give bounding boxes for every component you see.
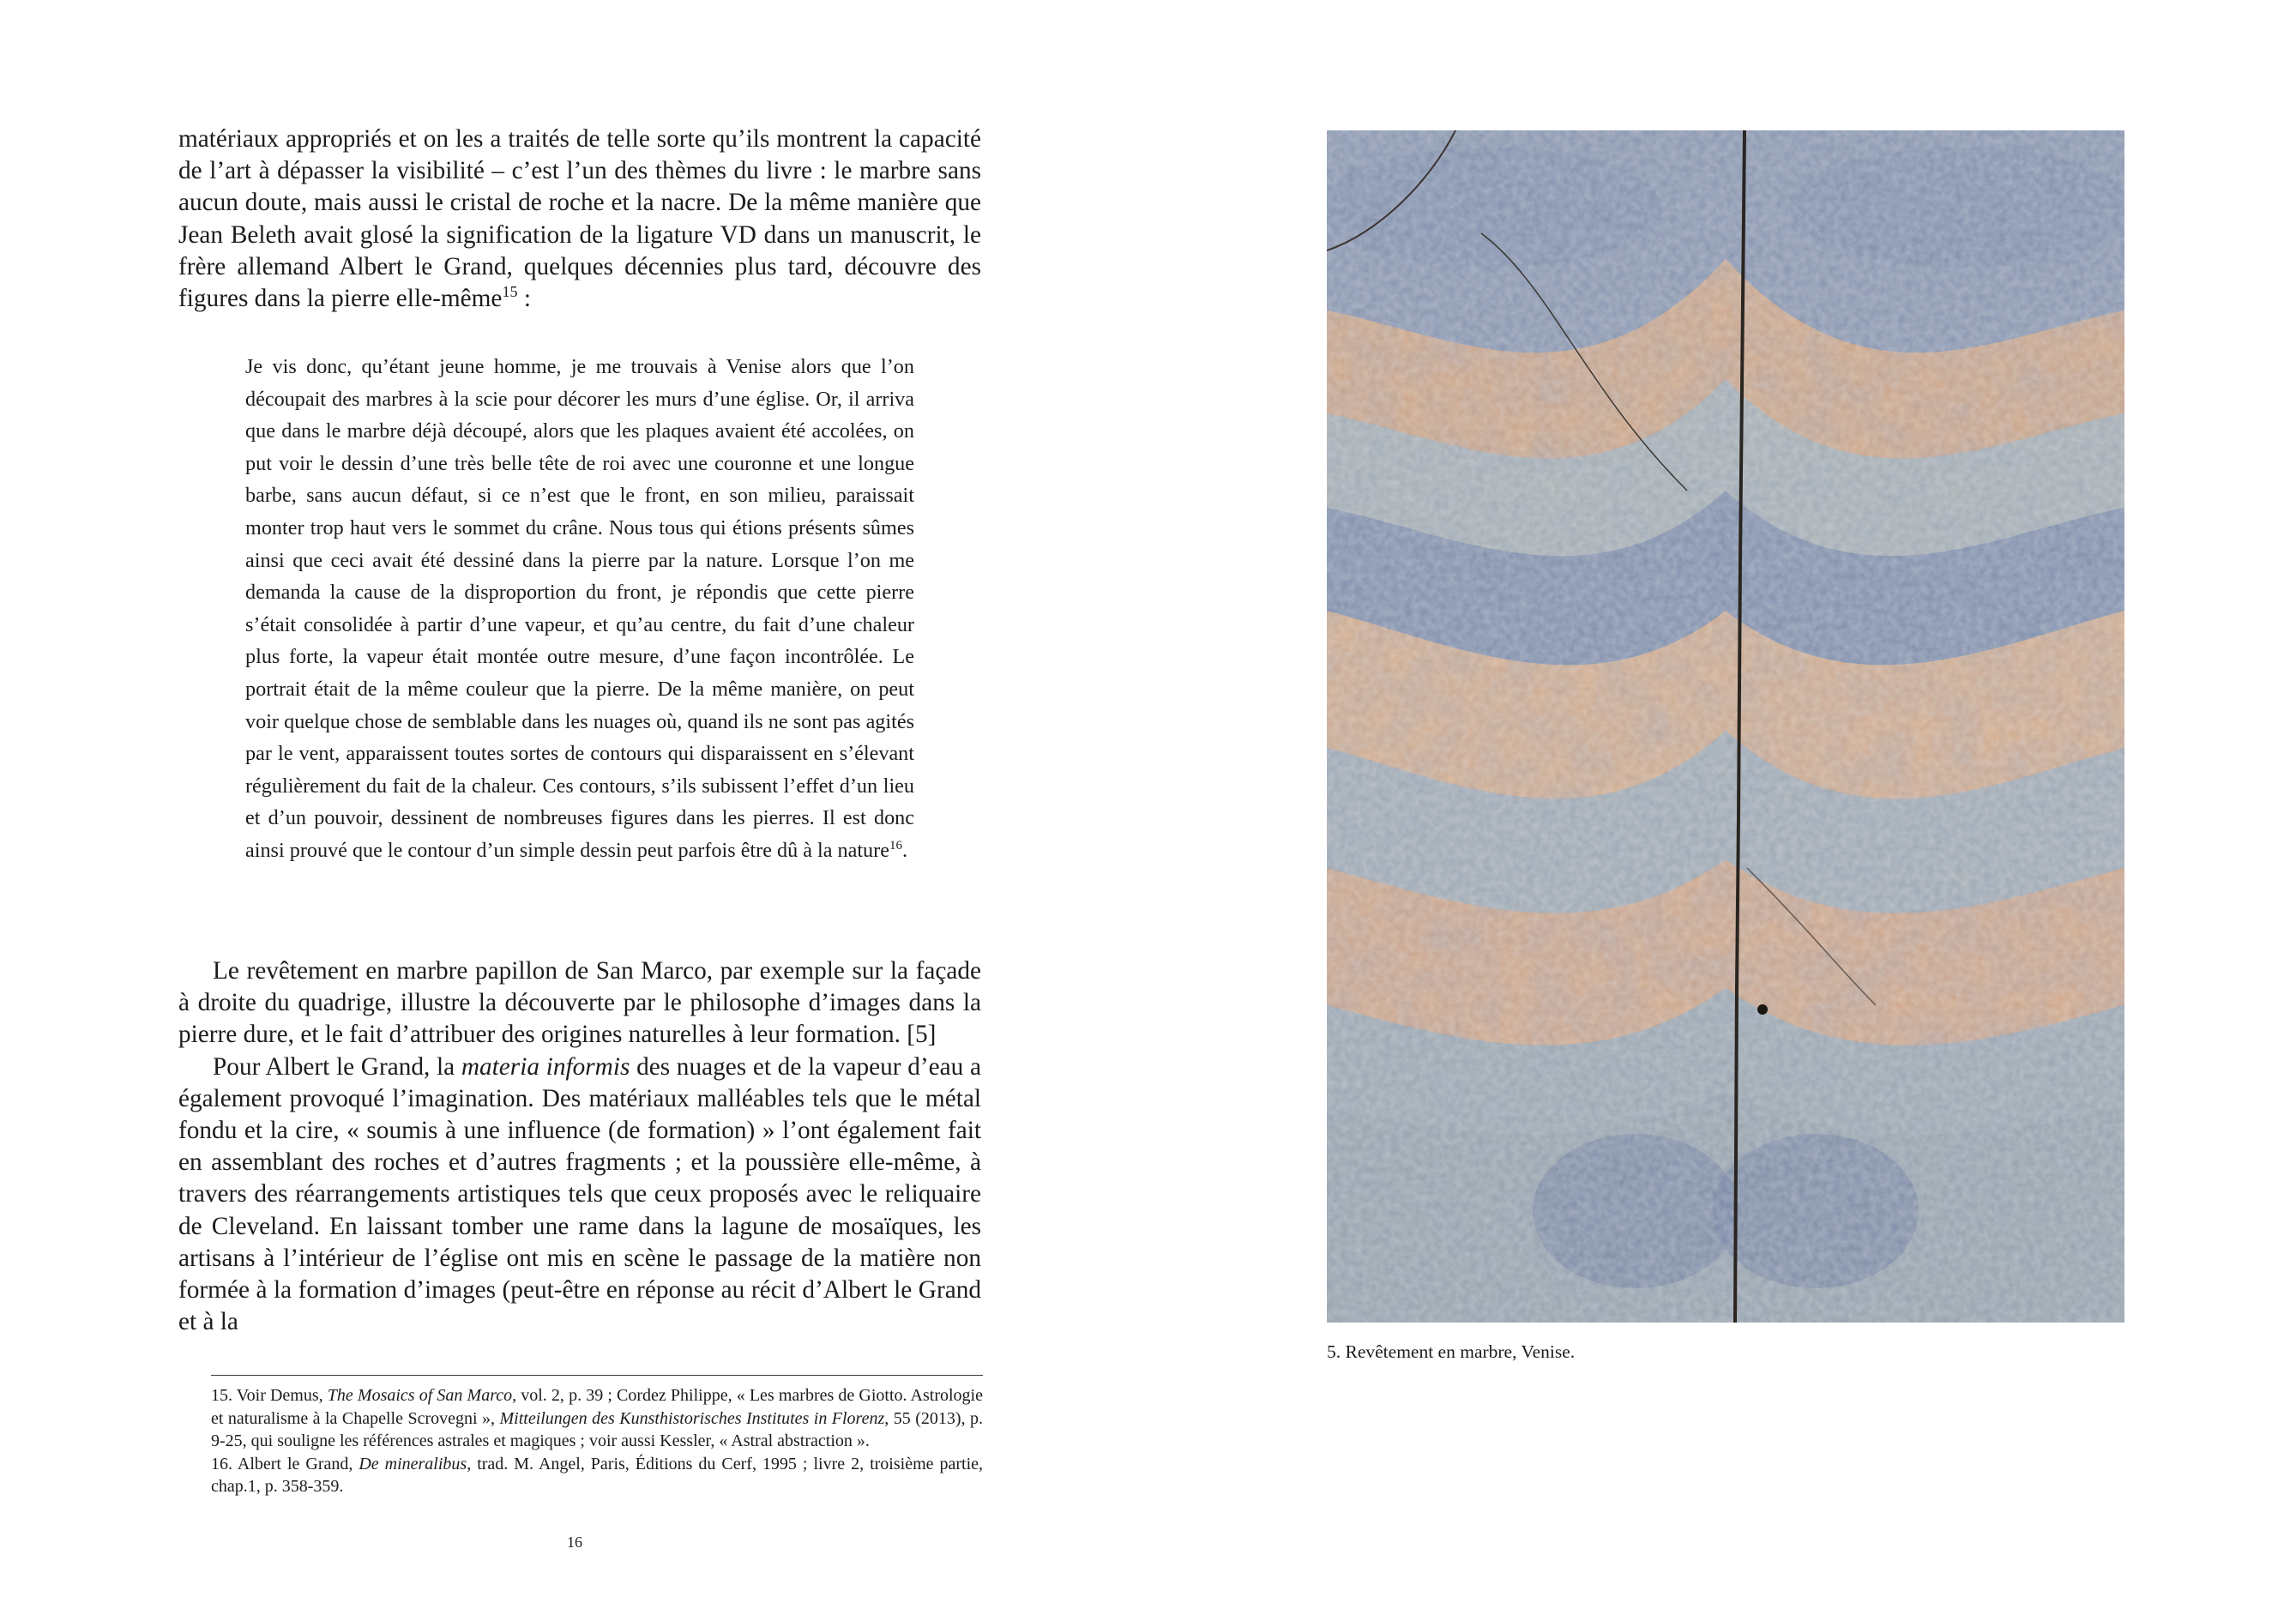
body-text-bottom <box>178 955 981 1338</box>
quote-end: . <box>901 838 907 862</box>
body-text-top <box>178 124 981 315</box>
footnote-15-text-a: 15. Voir Demus, <box>211 1386 328 1405</box>
page-number: 16 <box>567 1534 582 1551</box>
paragraph-1 <box>178 124 981 315</box>
paragraph-1-end: : <box>517 285 532 313</box>
marble-figure-svg <box>1327 130 2124 1323</box>
footnote-15-title-2: Mitteilungen des Kunsthistorisches Institutes in Florenz <box>499 1408 885 1428</box>
paragraph-3-rest: des nuages et de la vapeur d’eau a également provoqué l’imagination. Des matériaux malléables tels que le métal fondu et la cire, « soumis à une influence (de formation) » l’ont également fait en assemblant des roches et d’autres fragments ; et la poussière elle-même, à travers des réarrangements artistiques tels que ceux proposés avec le reliquaire de Cleveland. En laissant tomber une rame dans la lagune de mosaïques, les artisans à l’intérieur de l’église ont mis en scène le passage de la matière non formée à la formation d’images (peut-être en réponse au récit d’Albert le Grand et à la <box>178 1052 982 1336</box>
quote-text: Je vis donc, qu’étant jeune homme, je me trouvais à Venise alors que l’on découpait des marbres à la scie pour décorer les murs d’une église. Or, il arriva que dans le marbre déjà découpé, alors que les plaques avaient été accolées, on put voir le dessin d’une très belle tête de roi avec une couronne et une longue barbe, sans aucun défaut, si ce n’est que le front, en son milieu, paraissait monter trop haut vers le sommet du crâne. Nous tous qui étions présents sûmes ainsi que ceci avait été dessiné dans la pierre par la nature. Lorsque l’on me demanda la cause de la disproportion du front, je répondis que cette pierre s’était consolidée à partir d’une vapeur, et qu’au centre, du fait d’une chaleur plus forte, la vapeur était montée outre mesure, d’une façon incontrôlée. Le portrait était de la même couleur que la pierre. De la même manière, on peut voir quelque chose de semblable dans les nuages où, quand ils ne sont pas agités par le vent, apparaissent toutes sortes de contours qui disparaissent en s’élevant régulièrement du fait de la chaleur. Ces contours, s’ils subissent l’effet d’un lieu et d’un pouvoir, dessinent de nombreuses figures dans les pierres. Il est donc ainsi prouvé que le contour d’un simple dessin peut parfois être dû à la nature <box>245 355 914 862</box>
footnote-15 <box>211 1384 983 1453</box>
footnotes <box>211 1384 983 1498</box>
footnote-16-text-a: 16. Albert le Grand, <box>211 1454 359 1473</box>
block-quote <box>245 351 914 867</box>
paragraph-1-text: matériaux appropriés et on les a traités de telle sorte qu’ils montrent la capacité de l’art à dépasser la visibilité – c’est l’un des thèmes du livre : le marbre sans aucun doute, mais aussi le cristal de roche et la nacre. De la même manière que Jean Beleth avait glosé la signification de la ligature VD dans un manuscrit, le frère allemand Albert le Grand, quelques décennies plus tard, découvre des figures dans la pierre elle-même <box>178 125 981 313</box>
footnote-15-title-1: The Mosaics of San Marco <box>327 1386 513 1405</box>
figure-caption: 5. Revêtement en marbre, Venise. <box>1327 1341 1576 1362</box>
paragraph-3-italic: materia informis <box>461 1052 630 1081</box>
footnote-ref-15[interactable]: 15 <box>502 283 518 301</box>
marble-speckle <box>1327 130 2124 1323</box>
drill-hole <box>1757 1004 1768 1015</box>
paragraph-2: Le revêtement en marbre papillon de San Marco, par exemple sur la façade à droite du quadrige, illustre la découverte par le philosophe d’images dans la pierre dure, et le fait d’attribuer des origines naturelles à leur formation. [5] <box>178 957 981 1049</box>
footnote-divider <box>211 1375 983 1376</box>
marble-figure-image <box>1327 130 2124 1323</box>
footnote-16 <box>211 1453 983 1498</box>
paragraph-3 <box>178 1052 981 1339</box>
footnote-16-text-b: , trad. M. Angel, Paris, Éditions du Cerf, 1995 ; livre 2, troisième partie, chap.1, p. 358-359. <box>211 1454 984 1497</box>
footnote-16-title: De mineralibus <box>359 1454 467 1473</box>
footnote-15-text-c: , 55 (2013), p. 9-25, qui souligne les références astrales et magiques ; voir aussi Kessler, « Astral abstraction ». <box>211 1408 983 1451</box>
paragraph-3-start: Pour Albert le Grand, la <box>213 1052 461 1081</box>
footnote-15-text-b: , vol. 2, p. 39 ; Cordez Philippe, « Les marbres de Giotto. Astrologie et naturalisme à la Chapelle Scrovegni », <box>211 1386 983 1428</box>
footnote-ref-16[interactable]: 16 <box>889 838 902 853</box>
